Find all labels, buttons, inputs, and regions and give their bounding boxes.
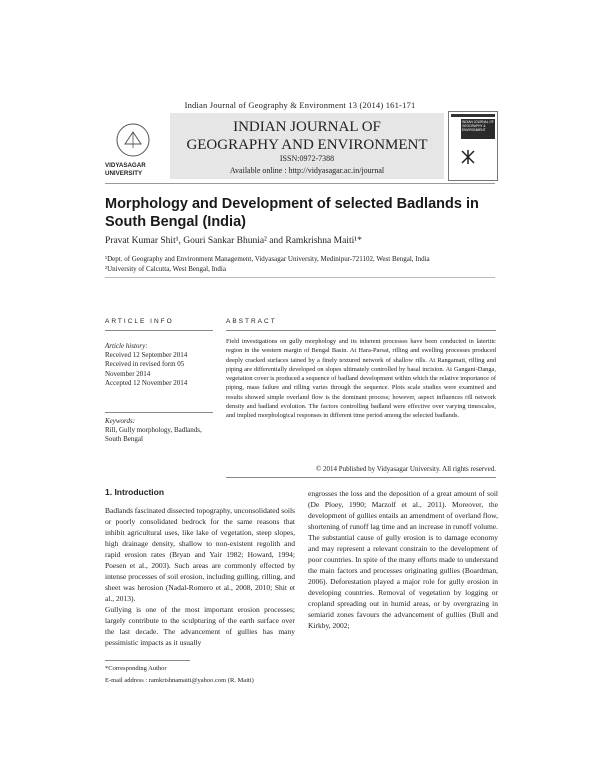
intro-paragraph-2: Gullying is one of the most important erosion processes; largely contribute to the sculpturing of the earth surface over the last decade. The advancement of gullies has many pessimistic impacts as it usually	[105, 605, 295, 647]
journal-title-line2: GEOGRAPHY AND ENVIRONMENT	[186, 137, 428, 153]
cover-title: INDIAN JOURNAL OF GEOGRAPHY & ENVIRONMENT	[461, 119, 495, 139]
cover-band	[451, 114, 495, 117]
affiliation-2: ²University of Calcutta, West Bengal, India	[105, 265, 226, 273]
university-name-line2: UNIVERSITY	[105, 169, 143, 177]
intro-paragraph-1: Badlands fascinated dissected topography, unconsolidated soils or poorly consolidated bedrock for the same reasons that inhibit agricultural uses, like lake of vegetation, steep slopes, high drainage density, shallow to non-existent regolith and rapid erosion rates (Bryan and Yair 1982; Howard, 1994; Poesen et al., 2003). Such areas are commonly effected by intense processes of soil erosion, including gulling, rilling, and sheet was herosion (Nadal-Romero et al., 2008, 2010; Shit et al., 2013).	[105, 506, 295, 603]
university-name-line1: VIDYASAGAR	[105, 162, 146, 169]
body-column-left	[105, 505, 295, 648]
accepted-date: Accepted 12 November 2014	[105, 378, 188, 387]
journal-title	[170, 118, 444, 154]
article-history	[105, 342, 215, 388]
cover-emblem-icon	[461, 150, 475, 164]
keywords-label: Keywords:	[105, 417, 136, 425]
body-column-right: engrosses the loss and the deposition of a great amount of soil (De Ploey, 1990; Marzolf et al., 2011). Moreover, the development of gullies entails an amendment of overland flow, shortening of runoff lag time and an increase in runoff volume. The substantial cause of gully erosion is to damage economy and may represent a relevant constrain to the development of poor countries. In spite of the many efforts made to understand the main factors and processes originating gullies (Boardman, 2006). Deforestation played a major role for gully erosion in developing countries. Removal of vegetation by logging or cropland spreading out in humid areas, or by overgrazing in semiarid zones favours the advancement of gullies (Bull and Kirkby, 2002;	[308, 489, 498, 630]
keywords-list: Rill, Gully morphology, Badlands, South Bengal	[105, 426, 202, 444]
journal-citation-line: Indian Journal of Geography & Environment 13 (2014) 161-171	[184, 100, 416, 110]
corresponding-author-note: *Corresponding Author	[105, 665, 167, 672]
university-logo-icon	[112, 120, 154, 160]
footnotes	[105, 663, 305, 687]
university-name	[105, 162, 146, 177]
issn: ISSN:0972-7388	[279, 154, 335, 163]
revised-date: Received in revised form 05 November 2014	[105, 360, 185, 378]
affiliations	[105, 254, 430, 274]
article-title-line2: South Bengal (India)	[105, 214, 246, 230]
history-label: Article history:	[105, 342, 148, 350]
footnote-rule	[105, 660, 190, 661]
received-date: Received 12 September 2014	[105, 351, 188, 360]
journal-cover-thumbnail	[448, 111, 498, 181]
abstract-text: Field investigations on gully morphology and its inherent processes have been conducted in lateritic region in the western margin of Bengal Basin. At Hara-Parsat, rilling and swelling processes produced deeply cracked surfaces tained by a finely textured network of shallow rills. At Rangamati, rilling and piping are differentially developed on slopes ultimately controlled by basal incision. At Gangani-Danga, vegetation cover is produced a sequence of badland development within which the relative importance of piping, mass failure and rilling varies through the sequence. Plots scale studies were examined and results showed simple overland flow is the dominant process; however, aspect influences rill network density and badland evolution. The factors controlling badland were effective over varying timescales, and implied morphological responses in different time period among the selected badlands.	[226, 338, 496, 420]
article-title-line1: Morphology and Development of selected Badlands in	[105, 196, 479, 212]
abstract-bottom-rule	[226, 477, 496, 478]
abstract-rule	[226, 330, 496, 331]
article-info-rule	[105, 330, 213, 331]
keywords-rule	[105, 412, 213, 413]
journal-title-line1: INDIAN JOURNAL OF	[233, 119, 381, 135]
author-email[interactable]: E-mail address : ramkrishnamaiti@yahoo.com (R. Maiti)	[105, 677, 254, 684]
keywords-block	[105, 417, 215, 445]
availability-line[interactable]: Available online : http://vidyasagar.ac.in/journal	[229, 166, 385, 175]
affiliation-divider	[105, 277, 495, 278]
header-divider	[105, 183, 495, 184]
affiliation-1: ¹Dept. of Geography and Environment Management, Vidyasagar University, Medinipur-721102, West Bengal, India	[105, 255, 430, 263]
abstract-heading: ABSTRACT	[226, 318, 277, 325]
section-heading-introduction: 1. Introduction	[105, 487, 165, 497]
author-list: Pravat Kumar Shit¹, Gouri Sankar Bhunia² and Ramkrishna Maiti¹*	[105, 236, 362, 246]
copyright-notice: © 2014 Published by Vidyasagar University. All rights reserved.	[315, 465, 496, 473]
article-info-heading: ARTICLE INFO	[105, 318, 174, 325]
article-title	[105, 195, 500, 231]
